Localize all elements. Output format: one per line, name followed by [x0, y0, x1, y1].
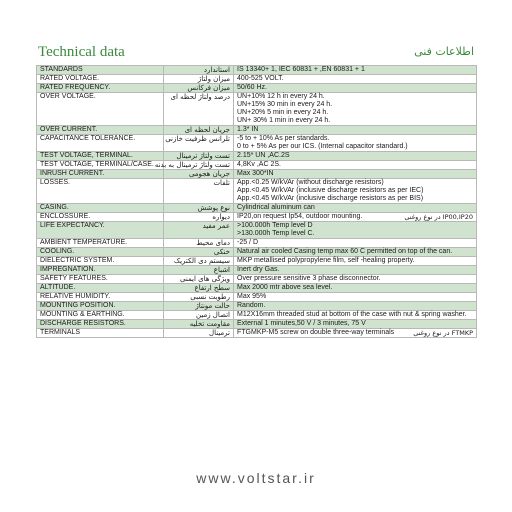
- spec-value-line: Inert dry Gas.: [237, 266, 280, 273]
- spec-label-fa: دمای محیط: [164, 239, 234, 248]
- spec-row: [37, 239, 477, 248]
- spec-note-fa: IP00,IP20 در نوع روغنی: [404, 213, 473, 221]
- spec-value-line: 2.15* UN ,AC.2S: [237, 152, 290, 159]
- spec-label-fa: جریان هجومی: [164, 170, 234, 179]
- spec-label-fa: تست ولتاژ ترمینال به بدنه: [164, 161, 234, 170]
- spec-label: SAFETY FEATURES.: [37, 275, 164, 284]
- spec-value: [234, 135, 477, 152]
- spec-label-fa: مقاومت تخلیه: [164, 320, 234, 329]
- spec-value-line: 4,8Kv ,AC 2S.: [237, 161, 281, 168]
- spec-label: COOLING.: [37, 248, 164, 257]
- spec-label: RATED VOLTAGE.: [37, 75, 164, 84]
- spec-value: [234, 204, 477, 213]
- spec-label-fa: تلرانس ظرفیت خازنی: [164, 135, 234, 152]
- spec-label-fa: اتصال زمین: [164, 311, 234, 320]
- spec-value: [234, 84, 477, 93]
- spec-row: [37, 293, 477, 302]
- spec-row: [37, 302, 477, 311]
- spec-label: CASING.: [37, 204, 164, 213]
- spec-label-fa: استاندارد: [164, 66, 234, 75]
- spec-row: [37, 93, 477, 126]
- spec-label: IMPREGNATION.: [37, 266, 164, 275]
- spec-value-line: External 1 minutes,50 V / 3 minutes, 75 V: [237, 320, 366, 327]
- spec-value-line: -5 to + 10% As per standards.: [237, 135, 330, 142]
- spec-label: OVER CURRENT.: [37, 126, 164, 135]
- spec-label: TEST VOLTAGE, TERMINAL.: [37, 152, 164, 161]
- spec-value: [234, 302, 477, 311]
- spec-value-line: App.<0.45 W/kVAr (inclusive discharge resistors as per IEC): [237, 187, 424, 194]
- spec-value-line: Max 95%: [237, 293, 267, 300]
- spec-value-line: MKP metallised polypropylene film, self -healing property.: [237, 257, 415, 264]
- spec-row: [37, 320, 477, 329]
- spec-value-line: FTGMKP-M5 screw on double three-way terminals: [237, 329, 395, 336]
- spec-label-fa: خنکی: [164, 248, 234, 257]
- spec-value-line: -25 / D: [237, 239, 259, 246]
- spec-value: [234, 152, 477, 161]
- spec-label-fa: جریان لحظه ای: [164, 126, 234, 135]
- spec-value: [234, 213, 477, 222]
- spec-value: [234, 329, 477, 338]
- spec-label: ENCLOSSURE.: [37, 213, 164, 222]
- spec-label: INRUSH CURRENT.: [37, 170, 164, 179]
- spec-label-fa: عمر مفید: [164, 222, 234, 239]
- spec-value-line: Random.: [237, 302, 266, 309]
- spec-row: [37, 75, 477, 84]
- spec-label-fa: تست ولتاژ ترمینال: [164, 152, 234, 161]
- spec-label: TERMINALS: [37, 329, 164, 338]
- spec-value-line: UN+ 30% 1 min in every 24 h.: [237, 117, 331, 124]
- spec-row: [37, 266, 477, 275]
- spec-value: [234, 239, 477, 248]
- spec-value-line: App.<0.45 W/kVAr (inclusive discharge resistors as per BIS): [237, 195, 424, 202]
- spec-value-line: IP20,on request Ip54, outdoor mounting.: [237, 213, 363, 220]
- spec-label: CAPACITANCE TOLERANCE.: [37, 135, 164, 152]
- spec-row: [37, 222, 477, 239]
- spec-value: [234, 93, 477, 126]
- spec-value: [234, 75, 477, 84]
- spec-label: STANDARDS: [37, 66, 164, 75]
- spec-row: [37, 179, 477, 204]
- spec-label-fa: ویژگی های ایمنی: [164, 275, 234, 284]
- spec-value-line: >100.000h Temp level D: [237, 222, 313, 229]
- spec-row: [37, 161, 477, 170]
- spec-label-fa: نوع پوشش: [164, 204, 234, 213]
- spec-label-fa: میزان ولتاژ: [164, 75, 234, 84]
- spec-value-line: Natural air cooled Casing temp max 60 C permitted on top of the can.: [237, 248, 453, 255]
- title-en: Technical data: [38, 44, 125, 60]
- spec-row: [37, 311, 477, 320]
- spec-row: [37, 275, 477, 284]
- spec-row: [37, 284, 477, 293]
- spec-value-line: 400-525 VOLT.: [237, 75, 284, 82]
- spec-value-line: App.<0.25 W/kVAr (without discharge resistors): [237, 179, 384, 186]
- spec-value: [234, 266, 477, 275]
- spec-value: [234, 311, 477, 320]
- spec-value: [234, 179, 477, 204]
- spec-label-fa: حالت مونتاژ: [164, 302, 234, 311]
- spec-label-fa: سطح ارتفاع: [164, 284, 234, 293]
- spec-value: [234, 293, 477, 302]
- spec-note-fa: FTMKP در نوع روغنی: [413, 329, 473, 337]
- spec-label: AMBIENT TEMPERATURE.: [37, 239, 164, 248]
- spec-row: [37, 126, 477, 135]
- spec-label-fa: سیستم دی الکتریک: [164, 257, 234, 266]
- spec-value-line: >130.000h Temp level C.: [237, 230, 315, 237]
- spec-label-fa: رطوبت نسبی: [164, 293, 234, 302]
- spec-label: MOUNTING POSITION.: [37, 302, 164, 311]
- spec-value: [234, 284, 477, 293]
- spec-label-fa: تلفات: [164, 179, 234, 204]
- spec-label: LOSSES.: [37, 179, 164, 204]
- spec-value: [234, 170, 477, 179]
- spec-value-line: IS 13340+ 1, IEC 60831 + ,EN 60831 + 1: [237, 66, 365, 73]
- spec-label: ALTITUDE.: [37, 284, 164, 293]
- spec-value: [234, 275, 477, 284]
- spec-value: [234, 320, 477, 329]
- spec-row: [37, 135, 477, 152]
- spec-value: [234, 66, 477, 75]
- spec-row: [37, 257, 477, 266]
- spec-label: RATED FREQUENCY.: [37, 84, 164, 93]
- spec-row: [37, 204, 477, 213]
- spec-value-line: Max 2000 mtr above sea level.: [237, 284, 333, 291]
- spec-row: [37, 248, 477, 257]
- spec-table-body: [37, 66, 477, 338]
- title-fa: اطلاعات فنی: [414, 45, 474, 58]
- spec-value-line: Max 300*IN: [237, 170, 274, 177]
- spec-value-line: 0 to + 5% As per our ICS. (Internal capacitor standard.): [237, 143, 408, 150]
- spec-value-line: M12X16mm threaded stud at bottom of the case with nut & spring washer.: [237, 311, 467, 318]
- spec-label: OVER VOLTAGE.: [37, 93, 164, 126]
- spec-row: [37, 170, 477, 179]
- spec-value-line: UN+15% 30 min in every 24 h.: [237, 101, 333, 108]
- spec-value-line: UN+10% 12 h in every 24 h.: [237, 93, 325, 100]
- spec-label: DIELECTRIC SYSTEM.: [37, 257, 164, 266]
- spec-label-fa: اشباع: [164, 266, 234, 275]
- spec-label-fa: درصد ولتاژ لحظه ای: [164, 93, 234, 126]
- spec-label: RELATIVE HUMIDITY.: [37, 293, 164, 302]
- spec-value-line: UN+20% 5 min in every 24 h.: [237, 109, 329, 116]
- spec-row: [37, 66, 477, 75]
- spec-value-line: 50/60 Hz.: [237, 84, 267, 91]
- spec-row: [37, 84, 477, 93]
- spec-value: [234, 248, 477, 257]
- spec-value: [234, 161, 477, 170]
- spec-label: MOUNTING & EARTHING.: [37, 311, 164, 320]
- spec-value: [234, 257, 477, 266]
- spec-value-line: Over pressure sensitive 3 phase disconnector.: [237, 275, 381, 282]
- spec-row: [37, 152, 477, 161]
- spec-value: [234, 222, 477, 239]
- website-footer: www.voltstar.ir: [196, 470, 316, 486]
- spec-label: TEST VOLTAGE, TERMINAL/CASE.: [37, 161, 164, 170]
- spec-label: LIFE EXPECTANCY.: [37, 222, 164, 239]
- spec-row: [37, 329, 477, 338]
- spec-value: [234, 126, 477, 135]
- spec-table: [36, 65, 477, 338]
- spec-row: [37, 213, 477, 222]
- spec-value-line: Cylindrical aluminum can: [237, 204, 315, 211]
- spec-label: DISCHARGE RESISTORS.: [37, 320, 164, 329]
- spec-label-fa: دیواره: [164, 213, 234, 222]
- spec-label-fa: میزان فرکانس: [164, 84, 234, 93]
- spec-label-fa: ترمینال: [164, 329, 234, 338]
- spec-value-line: 1.3* IN: [237, 126, 259, 133]
